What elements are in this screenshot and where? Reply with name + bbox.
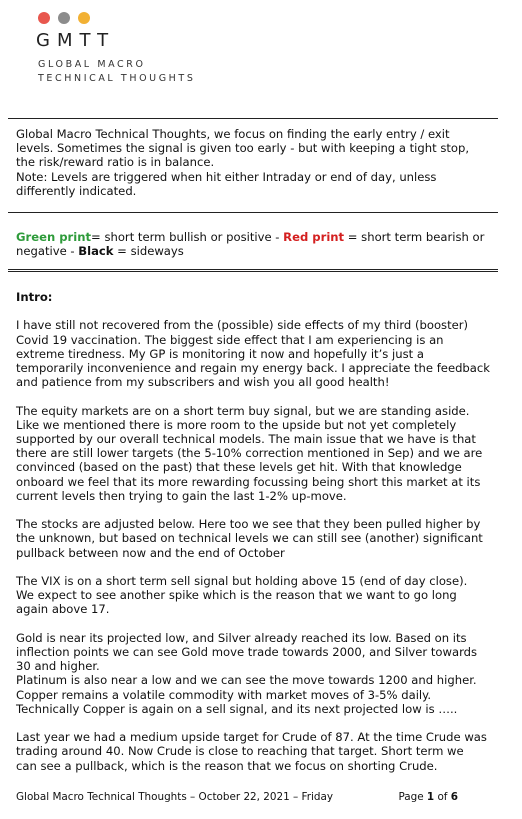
intro-line: inflection points we can see Gold move trade towards 2000, and Silver towards [16, 645, 478, 659]
intro-heading: Intro: [16, 290, 53, 304]
tagline-line-2: TECHNICAL THOUGHTS [38, 73, 196, 84]
intro-line: onboard we feel that its more rewarding focussing being short this market at its [16, 474, 481, 489]
intro-line: Covid 19 vaccination. The biggest side effect that I am experiencing is an [16, 332, 444, 347]
intro-paragraph [16, 730, 502, 773]
yellow-dot [78, 12, 90, 24]
gray-dot [58, 12, 70, 24]
intro-line: supported by our overall technical models. The main issue that we have is that [16, 432, 476, 446]
intro-paragraph [16, 404, 502, 503]
logo-tagline [38, 58, 195, 86]
intro-line: pullback between now and the end of October [16, 545, 285, 560]
green-print-label: Green print [16, 230, 92, 244]
intro-line: The equity markets are on a short term buy signal, but we are standing aside. [16, 403, 470, 418]
red-print-label: Red print [283, 230, 345, 244]
intro-line: Like we mentioned there is more room to the upside but not yet completely [16, 417, 457, 432]
disclaimer-line: Note: Levels are triggered when hit either Intraday or end of day, unless [16, 169, 437, 184]
page-word: Page [398, 791, 427, 803]
footer-title: Global Macro Technical Thoughts – October 22, 2021 – Friday [16, 791, 334, 803]
green-print-text: = short term bullish or positive - [91, 230, 284, 244]
intro-section [16, 290, 502, 773]
legend-line-2-prefix: negative - [16, 244, 79, 259]
intro-paragraph [16, 574, 502, 617]
intro-line: Copper remains a volatile commodity with market moves of 3-5% daily. [16, 687, 432, 702]
red-dot [38, 12, 50, 24]
color-legend [16, 230, 502, 258]
intro-line: Last year we had a medium upside target for Crude of 87. At the time Crude was [16, 730, 487, 745]
page-total: 6 [450, 791, 458, 803]
red-print-text: = short term bearish or [344, 230, 485, 244]
legend-line-1 [16, 230, 502, 244]
divider-double [8, 269, 498, 272]
intro-line: The VIX is on a short term sell signal but holding above 15 (end of day close). [16, 574, 468, 588]
legend-line-2 [16, 244, 502, 258]
disclaimer-line: Global Macro Technical Thoughts, we focus on finding the early entry / exit [16, 127, 450, 141]
intro-line: The stocks are adjusted below. Here too we see that they been pulled higher by [16, 517, 481, 532]
disclaimer-line: the risk/reward ratio is in balance. [16, 155, 215, 170]
intro-line: We expect to see another spike which is the reason that we want to go long [16, 588, 457, 603]
intro-line: convinced (based on the past) that these levels get hit. With that knowledge [16, 460, 462, 475]
divider-top [8, 118, 498, 119]
disclaimer-line: differently indicated. [16, 183, 137, 198]
divider-middle [8, 212, 498, 213]
intro-body [16, 318, 502, 772]
intro-paragraph [16, 631, 502, 716]
disclaimer [16, 127, 502, 198]
intro-line: extreme tiredness. My GP is monitoring it now and hopefully it’s just a [16, 346, 424, 361]
intro-line: current levels then trying to gain the last 1-2% up-move. [16, 488, 347, 503]
intro-line: 30 and higher. [16, 659, 100, 674]
intro-line: Platinum is also near a low and we can see the move towards 1200 and higher. [16, 673, 477, 688]
page-current: 1 [426, 791, 435, 803]
intro-line: again above 17. [16, 602, 110, 617]
intro-line: I have still not recovered from the (possible) side effects of my third (booster) [16, 318, 469, 333]
intro-line: there are still lower targets (the 5-10% correction mentioned in Sep) and we are [16, 446, 483, 461]
intro-line: and patience from my subscribers and wish you all good health! [16, 375, 390, 390]
intro-paragraph [16, 318, 502, 389]
page-of: of [434, 791, 451, 803]
tagline-line-1: GLOBAL MACRO [38, 59, 146, 70]
intro-line: can see a pullback, which is the reason that we focus on shorting Crude. [16, 758, 438, 773]
intro-line: Gold is near its projected low, and Silver already reached its low. Based on its [16, 630, 467, 645]
black-label: Black [78, 244, 114, 259]
black-text: = sideways [113, 244, 184, 259]
page-number [398, 791, 458, 803]
intro-paragraph [16, 517, 502, 560]
logo-title: GMTT [36, 30, 116, 51]
intro-line: temporarily inconvenience and regain my energy back. I appreciate the feedback [16, 361, 490, 375]
disclaimer-line: levels. Sometimes the signal is given too early - but with keeping a tight stop, [16, 141, 470, 156]
logo-dots [38, 12, 90, 24]
intro-line: Technically Copper is again on a sell signal, and its next projected low is ….. [16, 701, 458, 716]
intro-line: the unknown, but based on technical levels we can still see (another) significant [16, 531, 483, 546]
intro-line: trading around 40. Now Crude is close to reaching that target. Short term we [16, 744, 464, 759]
